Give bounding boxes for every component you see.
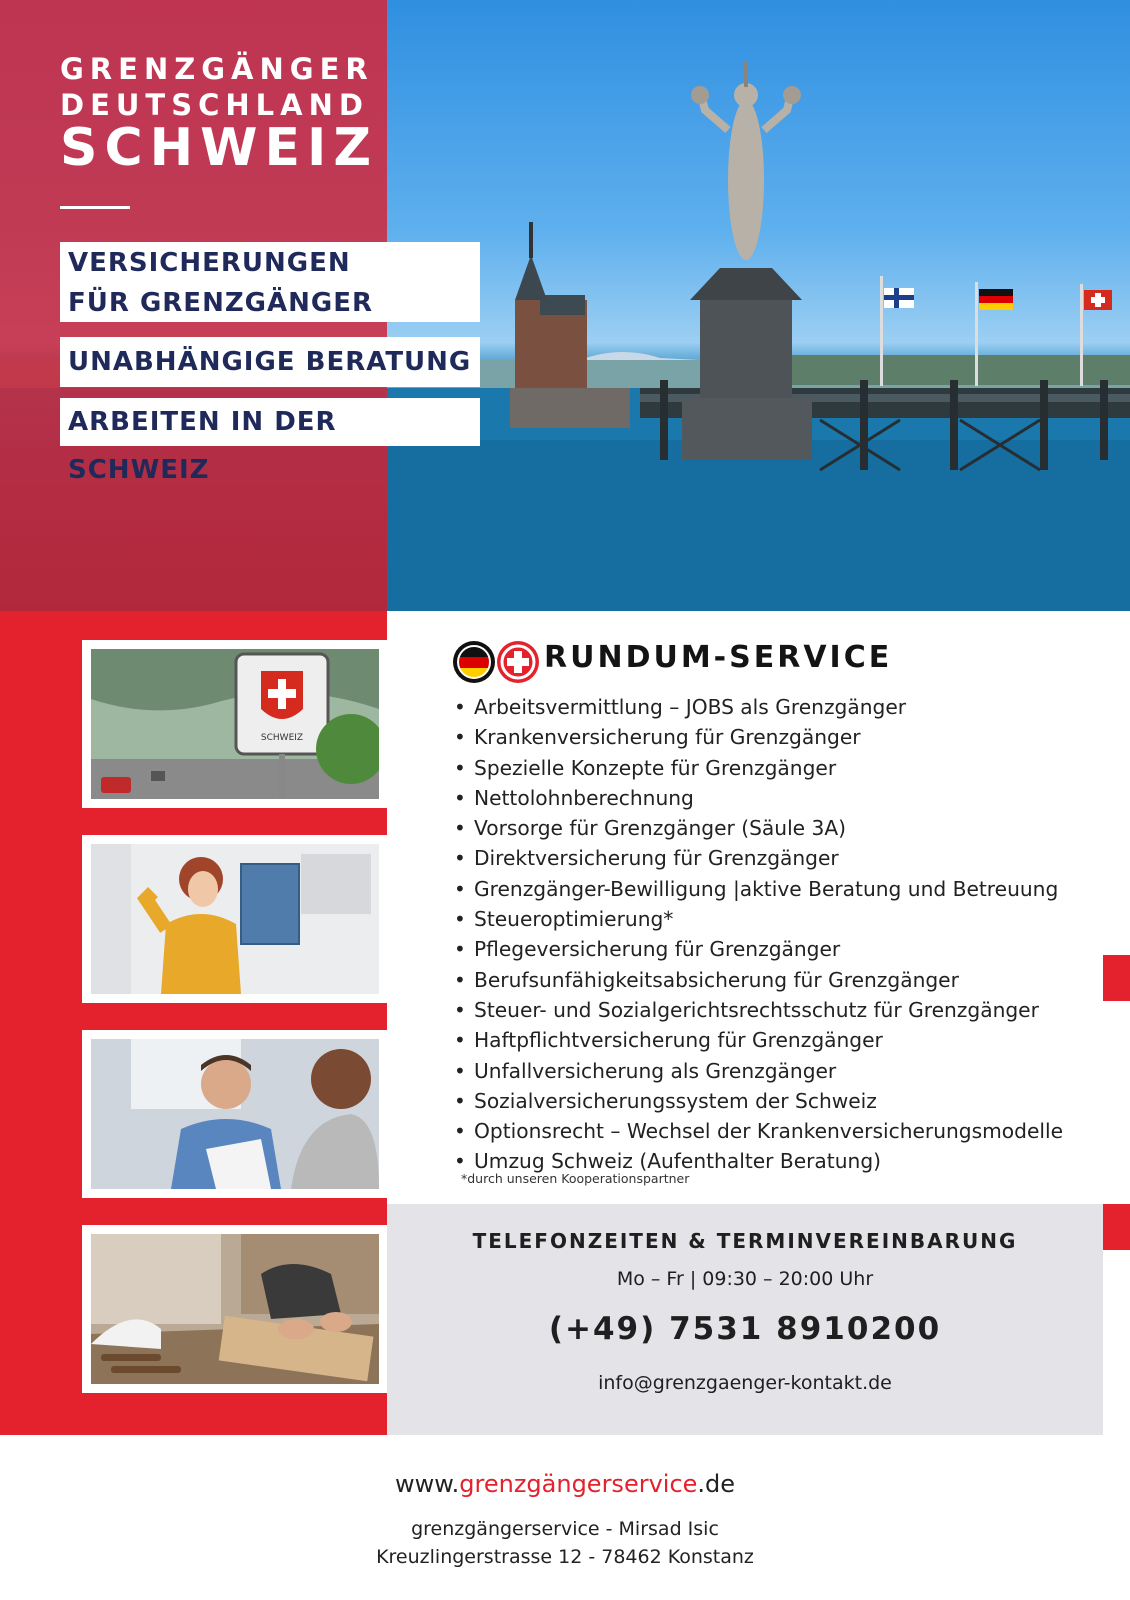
tag-versicherungen-line1: VERSICHERUNGEN bbox=[68, 248, 351, 278]
contact-phone[interactable]: (+49) 7531 8910200 bbox=[548, 1311, 942, 1347]
services-footnote: *durch unseren Kooperationspartner bbox=[461, 1171, 690, 1186]
finland-flag bbox=[884, 288, 914, 308]
list-item: • Optionsrecht – Wechsel der Krankenversicherungsmodelle bbox=[454, 1116, 1063, 1146]
list-item: • Unfallversicherung als Grenzgänger bbox=[454, 1056, 1063, 1086]
list-item: • Steuer- und Sozialgerichtsrechtsschutz für Grenzgänger bbox=[454, 995, 1063, 1025]
germany-flag bbox=[979, 289, 1013, 310]
services-title: RUNDUM-SERVICE bbox=[544, 640, 893, 675]
title-divider bbox=[60, 206, 130, 209]
contact-box bbox=[387, 1204, 1103, 1435]
sign-label: SCHWEIZ bbox=[260, 733, 304, 743]
list-item: • Sozialversicherungssystem der Schweiz bbox=[454, 1086, 1063, 1116]
list-item: • Haftpflichtversicherung für Grenzgänger bbox=[454, 1025, 1063, 1055]
footer-website-link[interactable] bbox=[0, 1470, 1130, 1498]
hero-title-line1: GRENZGÄNGER bbox=[60, 52, 374, 86]
list-item: • Umzug Schweiz (Aufenthalter Beratung) bbox=[454, 1146, 1063, 1176]
photo-craftsman bbox=[82, 1225, 388, 1393]
contact-hours: Mo – Fr | 09:30 – 20:00 Uhr bbox=[616, 1268, 874, 1290]
photo-swiss-sign bbox=[82, 640, 388, 808]
list-item: • Pflegeversicherung für Grenzgänger bbox=[454, 934, 1063, 964]
list-item: • Grenzgänger-Bewilligung |aktive Beratung und Betreuung bbox=[454, 874, 1063, 904]
red-accent-mark bbox=[1103, 1204, 1130, 1250]
swiss-flag-icon bbox=[497, 641, 539, 683]
list-item: • Spezielle Konzepte für Grenzgänger bbox=[454, 753, 1063, 783]
tag-versicherungen bbox=[60, 242, 480, 322]
photo-consultation bbox=[82, 1030, 388, 1198]
url-suffix: .de bbox=[697, 1470, 736, 1498]
url-prefix: www. bbox=[394, 1470, 460, 1498]
contact-heading: TELEFONZEITEN & TERMINVEREINBARUNG bbox=[472, 1229, 1018, 1253]
list-item: • Arbeitsvermittlung – JOBS als Grenzgänger bbox=[454, 692, 1063, 722]
url-domain: grenzgängerservice bbox=[459, 1470, 698, 1498]
tag-beratung: UNABHÄNGIGE BERATUNG bbox=[60, 337, 480, 387]
list-item: • Nettolohnberechnung bbox=[454, 783, 1063, 813]
red-accent-mark bbox=[1103, 955, 1130, 1001]
footer-address: Kreuzlingerstrasse 12 - 78462 Konstanz bbox=[376, 1546, 754, 1568]
list-item: • Berufsunfähigkeitsabsicherung für Grenzgänger bbox=[454, 965, 1063, 995]
hero-title-line3: SCHWEIZ bbox=[60, 118, 379, 178]
list-item: • Krankenversicherung für Grenzgänger bbox=[454, 722, 1063, 752]
list-item: • Steueroptimierung* bbox=[454, 904, 1063, 934]
footer-company: grenzgängerservice - Mirsad Isic bbox=[411, 1518, 719, 1540]
contact-email[interactable]: info@grenzgaenger-kontakt.de bbox=[598, 1372, 892, 1394]
swiss-flag bbox=[1084, 290, 1112, 310]
list-item: • Direktversicherung für Grenzgänger bbox=[454, 843, 1063, 873]
hero-title-line2: DEUTSCHLAND bbox=[60, 88, 369, 122]
tag-arbeiten: ARBEITEN IN DER SCHWEIZ bbox=[60, 398, 480, 446]
germany-flag-icon bbox=[452, 641, 496, 683]
tag-versicherungen-line2: FÜR GRENZGÄNGER bbox=[68, 288, 374, 318]
services-list bbox=[454, 692, 1063, 1177]
list-item: • Vorsorge für Grenzgänger (Säule 3A) bbox=[454, 813, 1063, 843]
photo-happy-woman bbox=[82, 835, 388, 1003]
flag-icons bbox=[452, 640, 544, 689]
